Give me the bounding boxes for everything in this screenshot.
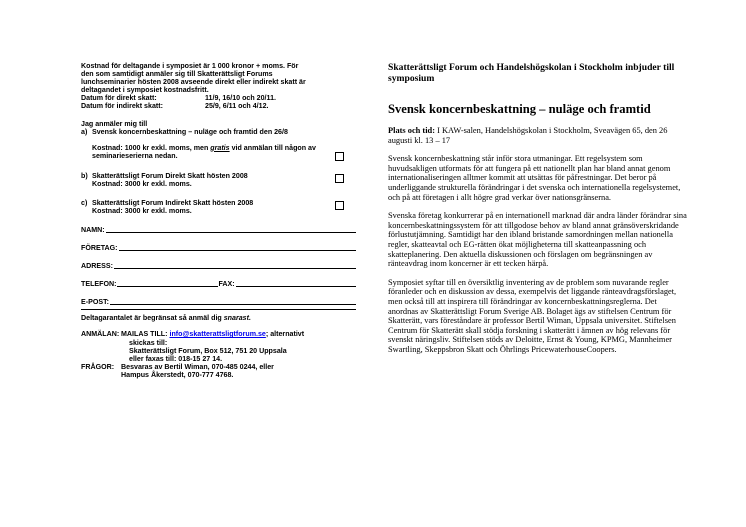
invitation-title: Skatterättsligt Forum och Handelshögskolan i Stockholm inbjuder till symposium [388,62,675,84]
option-a [81,128,356,160]
direct-dates-label: Datum för direkt skatt: [81,94,157,103]
email-field [81,288,356,306]
email-link[interactable]: info@skatterattsligtforum.se [169,330,266,339]
symposium-heading: Svensk koncernbeskattning – nuläge och framtid [388,102,651,116]
intro-line: den som samtidigt anmäler sig till Skatterättsligt Forums [81,70,273,79]
indirect-dates-label: Datum för indirekt skatt: [81,102,163,111]
name-label: NAMN: [81,226,105,235]
fax-label: FAX: [218,280,235,289]
option-b [81,172,356,188]
paragraph-3: Symposiet syftar till en översiktlig inventering av de problem som nuvarande regler föranleder och en diskussion av dessa, exempelvis det liggande ränteavdragsförslaget, men också till att inspirera till förändringar av koncernbeskattningsreglerna. Det anordnas av Skatterättsligt Forum Sverige AB. Bolaget ägs av stiftelsen Centrum för Skatterätt, vars föreståndare är professor Bertil Wiman, Uppsala universitet. Stiftelsen Centrum för Skatterätt skall stödja forskning i skatterätt i ämnen av hög relevans för svenskt näringsliv. Stiftelsen stöds av Deloitte, Ernst & Young, KPMG, Mannheimer Swartling, Skeppsbron Skatt och Öhrlings PricewaterhouseCoopers. [388,277,677,354]
option-c [81,199,356,215]
limit-note [81,309,356,322]
option-b-letter: b) [81,171,88,180]
company-label: FÖRETAG: [81,244,118,253]
contact-block [81,330,356,379]
paragraph-1: Svensk koncernbeskattning står inför stora utmaningar. Ett regelsystem som huvudsakligen utformats för att fungera på ett nationellt plan har bland annat genom internationaliseringen alltmer kommit att utsättas för påfrestningar. Det beror på underliggande strukturella förändringar i det svenska och internationella regelsystemet, och på att företagen i allt högre grad verkar över nationsgränserna. [388,154,681,202]
postal-address: Skatterättsligt Forum, Box 512, 751 20 Uppsala [129,346,287,355]
dates-table [81,94,356,110]
questions-label: FRÅGOR: [81,362,115,371]
limit-emph: snarast. [223,314,251,323]
email-label: E-POST: [81,298,109,307]
email-input-line[interactable] [110,304,356,305]
option-c-title: Skatterättsligt Forum Indirekt Skatt hösten 2008 [92,199,254,208]
intro-line: lunchseminarier hösten 2008 avseende direkt eller indirekt skatt är [81,78,306,87]
place-label: Plats och tid: [388,126,435,135]
option-a-note-rest: vid anmälan till någon av seminarieserierna nedan. [92,143,316,160]
invitation [388,62,688,354]
option-c-checkbox[interactable] [335,201,344,210]
intro-line: deltagandet i symposiet kostnadsfritt. [81,86,209,95]
option-a-note-text: Kostnad: 1000 kr exkl. moms, men [92,143,211,152]
option-a-checkbox[interactable] [335,152,344,161]
option-b-checkbox[interactable] [335,174,344,183]
direct-dates-value: 11/9, 16/10 och 20/11. [205,94,276,103]
intro-line: Kostnad för deltagande i symposiet är 1 000 kronor + moms. För [81,62,299,70]
option-c-letter: c) [81,199,88,208]
fax-number: eller faxas till: 018-15 27 14. [129,354,223,363]
name-input-line[interactable] [106,232,356,233]
company-field [81,234,356,252]
name-field [81,216,356,234]
answer-line-1: Besvaras av Bertil Wiman, 070-485 0244, eller [121,362,274,371]
address-field [81,252,356,270]
place-text: I KAW-salen, Handelshögskolan i Stockholm, Sveavägen 65, den 26 augusti kl. 13 – 17 [388,126,668,145]
cost-intro [81,62,356,94]
phone-fax-field [81,270,356,288]
answer-line-2: Hampus Åkerstedt, 070-777 4768. [121,370,234,379]
option-a-note [81,144,317,160]
option-c-cost: Kostnad: 3000 kr exkl. moms. [92,207,192,216]
address-input-line[interactable] [114,268,356,269]
mail-suffix: ; alternativt [265,330,305,339]
option-a-letter: a) [81,127,88,136]
limit-text: Deltagarantalet är begränsat så anmäl dig [81,314,224,323]
option-b-title: Skatterättsligt Forum Direkt Skatt hösten 2008 [92,171,248,180]
mail-prefix: MAILAS TILL: [121,330,170,339]
option-a-title: Svensk koncernbeskattning – nuläge och framtid den 26/8 [92,127,288,136]
address-label: ADRESS: [81,262,113,271]
phone-label: TELEFON: [81,280,117,289]
option-a-note-emph: gratis [210,143,230,152]
sent-to: skickas till: [129,338,168,347]
signup-heading: Jag anmäler mig till [81,119,148,128]
company-input-line[interactable] [119,250,356,251]
registration-form [81,62,356,379]
signup-label: ANMÄLAN: [81,330,120,339]
place-and-time [388,126,688,145]
mail-line [121,330,356,338]
paragraph-2: Svenska företag konkurrerar på en internationell marknad där andra länder förändrar sina koncernbeskattningssystem för att tillgodose behov av bland annat gränsöverskridande förlustutjämning. Samtidigt har den ibland bristande samordningen mellan nationella regler, skatteavtal och EG-rätten ökat möjligheterna till skatteanpassning och skatteplanering. Den aktuella diskussionen och förslagen om begränsningen av ränteavdrag inom koncerner är ett tecken härpå. [388,211,687,269]
option-b-cost: Kostnad: 3000 kr exkl. moms. [92,180,192,189]
indirect-dates-value: 25/9, 6/11 och 4/12. [205,102,269,111]
fax-input-line[interactable] [236,286,356,287]
phone-input-line[interactable] [117,286,218,287]
